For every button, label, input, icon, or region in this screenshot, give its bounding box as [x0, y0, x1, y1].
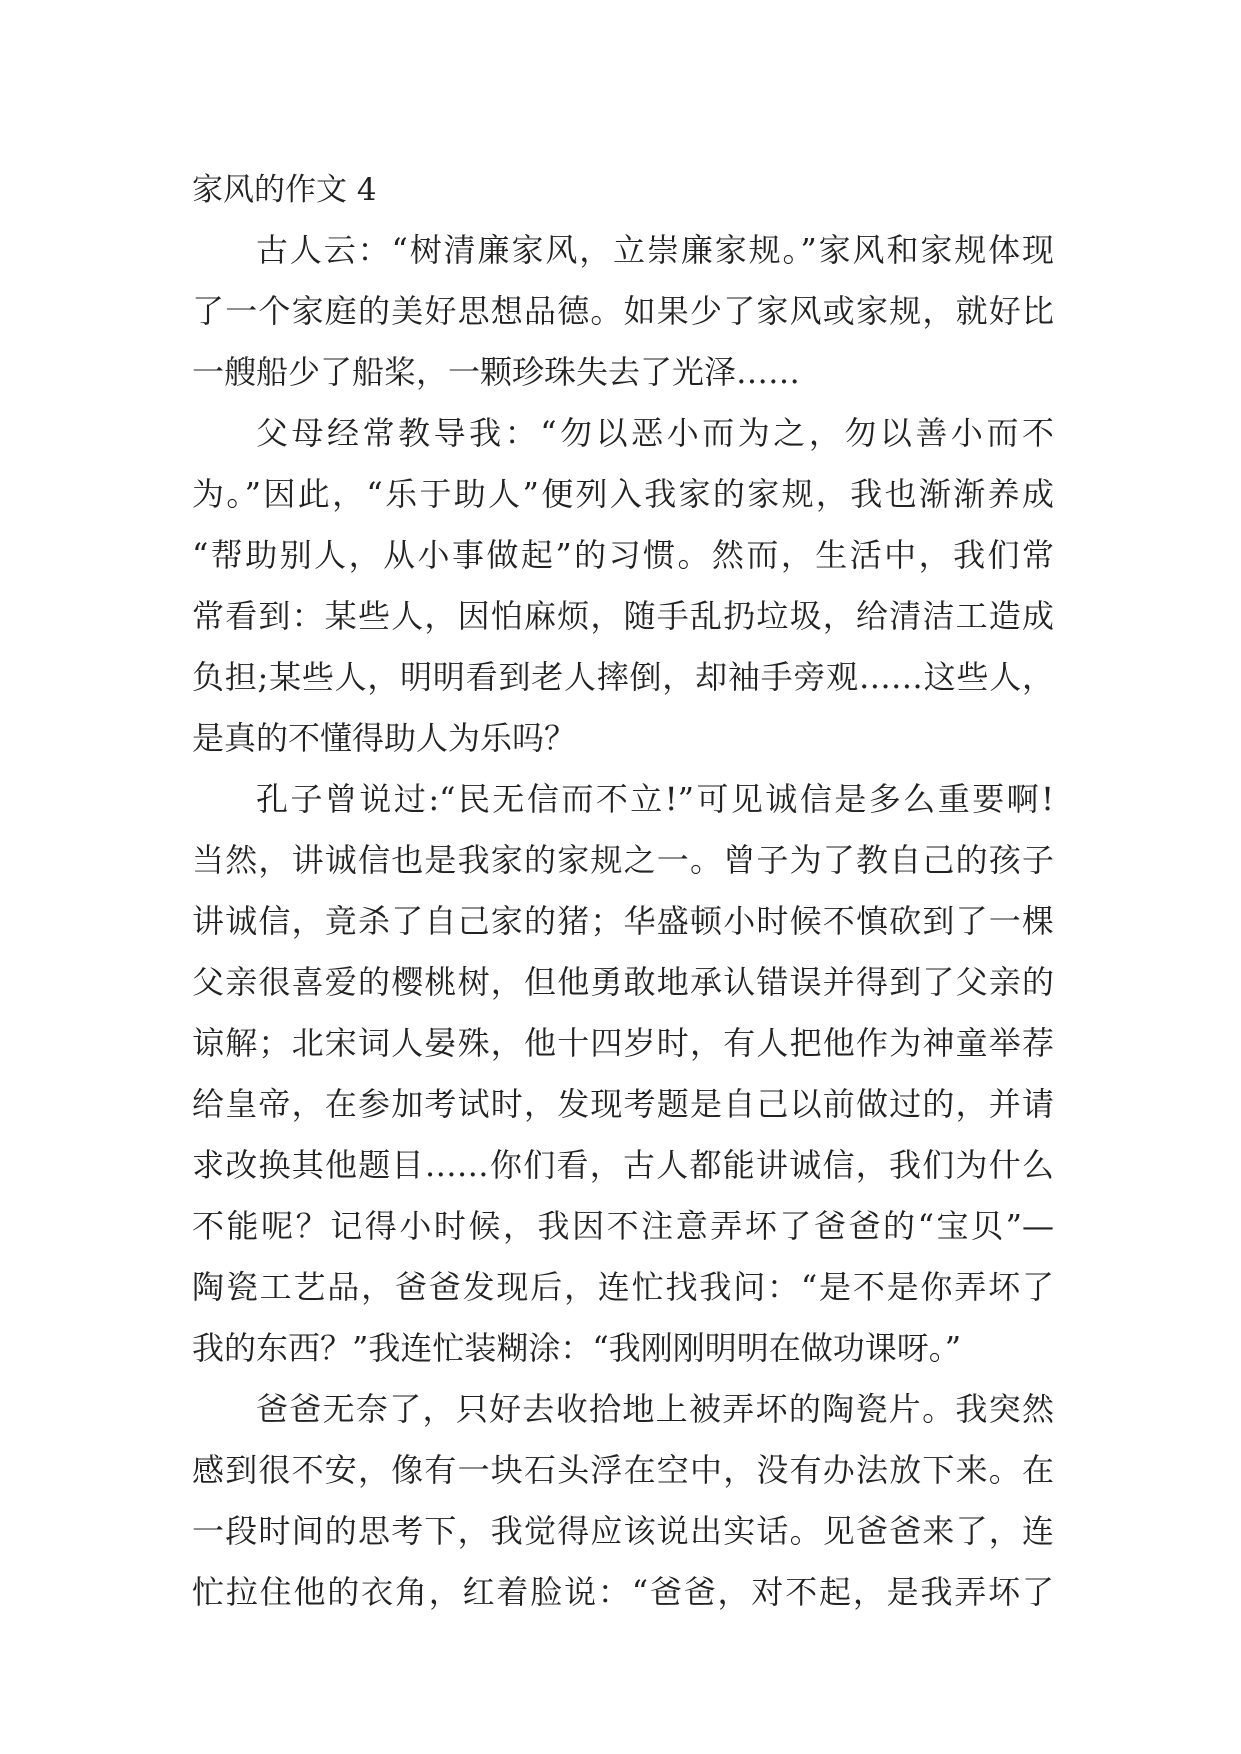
paragraph-line: “帮助别人，从小事做起”的习惯。然而，生活中，我们常: [192, 536, 1054, 574]
paragraph-line: 父母经常教导我：“勿以恶小而为之，勿以善小而不: [256, 414, 1054, 452]
paragraph-3: [192, 769, 1054, 1379]
paragraph-line: 当然，讲诚信也是我家的家规之一。曾子为了教自己的孩子: [192, 841, 1054, 879]
paragraph-line: 一艘船少了船桨，一颗珍珠失去了光泽……: [192, 353, 801, 391]
paragraph-line: 求改换其他题目……你们看，古人都能讲诚信，我们为什么: [192, 1146, 1054, 1184]
paragraph-line: 古人云：“树清廉家风，立崇廉家规。”家风和家规体现: [256, 231, 1054, 269]
paragraph-line: 给皇帝，在参加考试时，发现考题是自己以前做过的，并请: [192, 1085, 1054, 1123]
paragraph-line: 不能呢？记得小时候，我因不注意弄坏了爸爸的“宝贝”—: [192, 1207, 1054, 1245]
paragraph-line: 感到很不安，像有一块石头浮在空中，没有办法放下来。在: [192, 1451, 1054, 1489]
paragraph-4: [192, 1379, 1054, 1623]
paragraph-line: 了一个家庭的美好思想品德。如果少了家风或家规，就好比: [192, 292, 1054, 330]
paragraph-line: 爸爸无奈了，只好去收拾地上被弄坏的陶瓷片。我突然: [256, 1390, 1054, 1428]
paragraph-line: 是真的不懂得助人为乐吗？: [192, 719, 577, 757]
paragraph-line: 负担;某些人，明明看到老人摔倒，却袖手旁观……这些人，: [192, 658, 1054, 696]
paragraph-line: 陶瓷工艺品，爸爸发现后，连忙找我问：“是不是你弄坏了: [192, 1268, 1054, 1306]
paragraph-line: 为。”因此，“乐于助人”便列入我家的家规，我也渐渐养成: [192, 475, 1054, 513]
paragraph-line: 忙拉住他的衣角，红着脸说：“爸爸，对不起，是我弄坏了: [192, 1573, 1054, 1611]
paragraph-line: 我的东西？”我连忙装糊涂：“我刚刚明明在做功课呀。”: [192, 1329, 962, 1367]
paragraph-line: 孔子曾说过:“民无信而不立!”可见诚信是多么重要啊!: [256, 780, 1054, 818]
paragraph-line: 谅解；北宋词人晏殊，他十四岁时，有人把他作为神童举荐: [192, 1024, 1054, 1062]
paragraph-1: [192, 220, 1054, 403]
paragraph-line: 父亲很喜爱的樱桃树，但他勇敢地承认错误并得到了父亲的: [192, 963, 1054, 1001]
paragraph-2: [192, 403, 1054, 769]
document-body: [192, 160, 1054, 1623]
paragraph-line: 讲诚信，竟杀了自己家的猪；华盛顿小时候不慎砍到了一棵: [192, 902, 1054, 940]
paragraph-line: 常看到：某些人，因怕麻烦，随手乱扔垃圾，给清洁工造成: [192, 597, 1054, 635]
paragraph-line: 一段时间的思考下，我觉得应该说出实话。见爸爸来了，连: [192, 1512, 1054, 1550]
document-title: 家风的作文 4: [192, 172, 377, 208]
